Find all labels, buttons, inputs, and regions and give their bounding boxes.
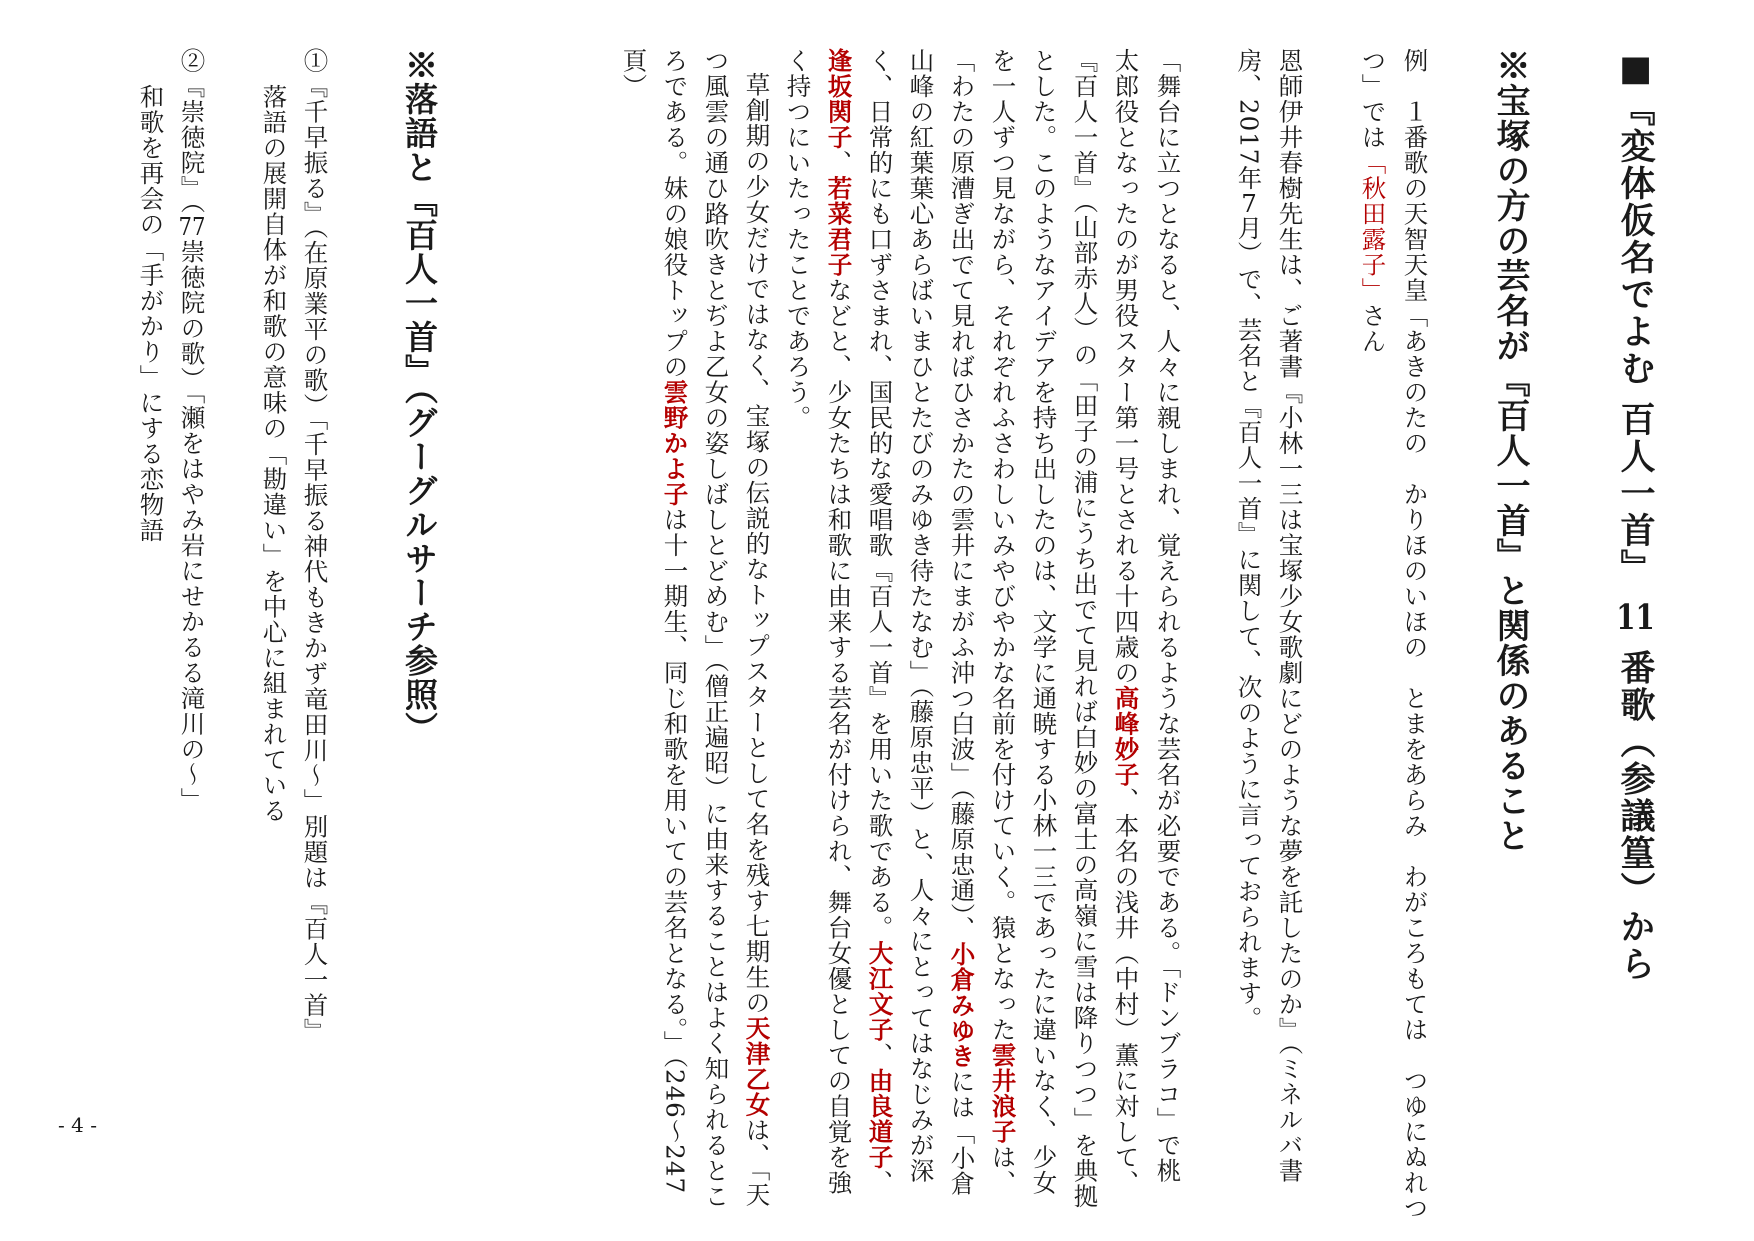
intro-line-2 bbox=[1234, 48, 1264, 1032]
example-label: 例 １番歌の天智天皇 bbox=[1400, 48, 1430, 303]
page-number: - 4 - bbox=[58, 1113, 97, 1137]
quote-line-11 bbox=[742, 72, 772, 1208]
example-poem-cont: つ」では bbox=[1358, 48, 1388, 150]
page-title bbox=[1615, 48, 1656, 983]
intro-2-mid: 年 bbox=[1234, 165, 1264, 191]
star-name-oe-fumiko: 大江文子 bbox=[865, 940, 895, 1043]
q2-b: 、本名の浅井（中村）薫に対して、 bbox=[1111, 787, 1141, 1196]
intro-year: 2017 bbox=[1234, 99, 1264, 166]
quote-line-5 bbox=[988, 48, 1018, 1196]
quote-line-6 bbox=[947, 48, 977, 1197]
example-line-2 bbox=[1358, 48, 1388, 354]
star-name-kumoi-namiko: 雲井浪子 bbox=[988, 1042, 1018, 1145]
q6-a: 「わたの原漕ぎ出でて見ればひさかたの雲井にまがふ沖つ白波」（藤原忠通）、 bbox=[947, 48, 977, 942]
star-name-kumono-kayoko: 雲野かよ子 bbox=[660, 379, 690, 507]
title-part-2: 番歌（参議篁）から bbox=[1615, 635, 1656, 983]
quote-line-9 bbox=[824, 48, 854, 1196]
quote-line-8 bbox=[865, 48, 895, 1196]
star-suffix: さん bbox=[1358, 303, 1388, 354]
rakugo-item-1-line-2: 落語の展開自体が和歌の意味の「勘違い」を中心に組まれている bbox=[259, 84, 289, 824]
rakugo-heading: ※落語と『百人一首』（グーグルサーチ参照） bbox=[400, 48, 439, 746]
intro-2-pre: 房、 bbox=[1234, 48, 1264, 99]
q13-b: は十一期生、同じ和歌を用いての芸名となる。」（ bbox=[660, 507, 690, 1069]
quote-line-14: 頁） bbox=[619, 48, 649, 99]
q11-b: は、「天 bbox=[742, 1117, 772, 1208]
quote-line-1: 「舞台に立つとなると、人々に親しまれ、覚えられるような芸名が必要である。「ドンブラコ」で桃 bbox=[1153, 48, 1183, 1184]
rakugo-item-2-line-1 bbox=[177, 48, 207, 813]
quote-line-12: つ風雲の通ひ路吹きとぢよ乙女の姿しばしとどめむ」（僧正遍昭）に由来することはよく知られるとこ bbox=[701, 48, 731, 1209]
item2-b: 崇徳院の歌）「瀬をはやみ岩にせかるる滝川の～」 bbox=[177, 238, 207, 813]
quote-line-13 bbox=[660, 48, 690, 1195]
q5-a: を一人ずつ見ながら、それぞれふさわしいみやびやかな名前を付けていく。猿となった bbox=[988, 48, 1018, 1043]
quote-line-3: 『百人一首』（山部赤人）の「田子の浦にうち出でて見れば白妙の富士の高嶺に雪は降りつつ」を典拠 bbox=[1070, 48, 1100, 1209]
q6-b: には「小倉 bbox=[947, 1069, 977, 1197]
takarazuka-heading: ※宝塚の方の芸名が『百人一首』と関係のあること bbox=[1490, 48, 1530, 853]
q13-pages: 246～247 bbox=[660, 1069, 690, 1195]
q9-b: などと、少女たちは和歌に由来する芸名が付けられ、舞台女優としての自覚を強 bbox=[824, 277, 854, 1196]
q8-b: 、 bbox=[865, 1170, 895, 1196]
intro-month: 7 bbox=[1241, 190, 1257, 216]
q13-a: ろである。妹の娘役トップの bbox=[660, 48, 690, 380]
q5-b: は、 bbox=[988, 1144, 1018, 1196]
star-name-takamine-taeko: 高峰妙子 bbox=[1111, 685, 1141, 788]
star-name-wakana-kimiko: 若菜君子 bbox=[824, 175, 854, 278]
quote-line-4: とした。このようなアイデアを持ち出したのは、文学に通暁する小林一三であったに違いなく、少女 bbox=[1029, 48, 1059, 1196]
intro-2-post: 月）で、芸名と『百人一首』に関して、次のように言っておられます。 bbox=[1234, 215, 1264, 1032]
quote-line-7: 山峰の紅葉葉心あらばいまひとたびのみゆき待たなむ」（藤原忠平）と、人々にとってはなじみが深 bbox=[906, 48, 936, 1184]
q8-a: く、日常的にも口ずさまれ、国民的な愛唱歌『百人一首』を用いた歌である。 bbox=[865, 48, 895, 941]
star-name-akita-tsuyuko: 「秋田露子」 bbox=[1358, 150, 1388, 303]
title-part-1: ■『変体仮名でよむ 百人一首』 bbox=[1615, 48, 1656, 601]
quote-line-2 bbox=[1111, 48, 1141, 1196]
example-poem: 「あきのたの かりほのいほの とまをあらみ わがころもては つゆにぬれつ bbox=[1400, 303, 1430, 1221]
star-name-osaka-sekiko: 逢坂関子 bbox=[824, 48, 854, 150]
item2-a: ②『崇徳院』（ bbox=[177, 48, 207, 215]
star-name-ogura-miyuki: 小倉みゆき bbox=[947, 941, 977, 1069]
example-line-1 bbox=[1400, 48, 1430, 1221]
title-number: 11 bbox=[1616, 600, 1655, 636]
rakugo-item-1-line-1: ①『千早振る』（在原業平の歌）「千早振る神代もきかず竜田川～」別題は『百人一首』 bbox=[300, 48, 330, 1044]
q11-a: 草創期の少女だけではなく、宝塚の伝説的なトップスターとして名を残す七期生の bbox=[742, 72, 772, 1016]
star-name-amatsu-otome: 天津乙女 bbox=[742, 1015, 772, 1118]
q9-sep: 、 bbox=[824, 150, 854, 176]
item2-num: 77 bbox=[178, 214, 206, 239]
star-name-yura-michiko: 由良道子 bbox=[865, 1068, 895, 1170]
rakugo-item-2-line-2: 和歌を再会の「手がかり」にする恋物語 bbox=[136, 84, 166, 543]
quote-line-10: く持つにいたったことであろう。 bbox=[783, 48, 813, 431]
q2-a: 太郎役となったのが男役スター第一号とされる十四歳の bbox=[1111, 48, 1141, 686]
q8-sep: 、 bbox=[865, 1042, 895, 1068]
intro-line-1: 恩師伊井春樹先生は、ご著書『小林一三は宝塚少女歌劇にどのような夢を託したのか』（ミネルバ書 bbox=[1275, 48, 1305, 1184]
